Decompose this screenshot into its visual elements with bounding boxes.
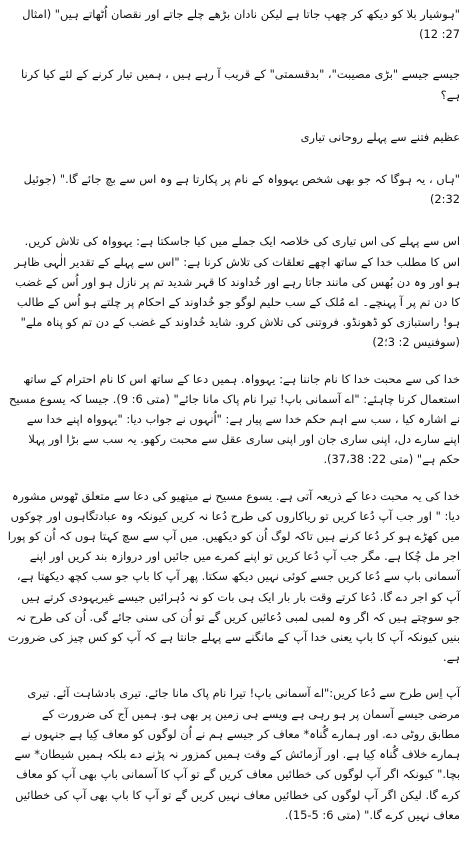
section-heading: عظیم فتنے سے پہلے روحانی تیاری [300, 129, 460, 144]
paragraph-spacer [7, 209, 460, 231]
paragraph-spacer [7, 44, 460, 64]
lords-prayer-paragraph: آپ اِس طرح سے دُعا کریں:"اے آسمانی باپ! تیرا نام پاک مانا جائے. تیری بادشاہت آئے. تیری مرضی جیسے آسمان پر ہو رہی ہے ویسے ہی زمین پر بھی ہو. ہمیں آج کی ضرورت کے مطابق روٹی دے. اور ہمارے گُناہ* معاف کر جیسے ہم نے اُن لوگوں کو معاف کِیا ہے جنہوں نے ہمارے خلاف گُناہ کِیا ہے. اور آزمائش کے وقت ہمیں کمزور نہ پڑنے دے بلکہ ہمیں شیطان* سے بچا." کیونکہ اگر آپ لوگوں کی خطائیں معاف کریں گے تو آپ کا آسمانی باپ بھی آپ کو معاف کرے گا. لیکن اگر آپ لوگوں کی خطائیں معاف نہیں کریں گے تو آپ کا باپ بھی آپ کی خطائیں معاف نہیں کرے گا." (متی 6: 5-15). [14, 686, 460, 822]
summary-paragraph: اس سے پہلے کی اس تیاری کی خلاصہ ایک جملے میں کیا جاسکتا ہے: یہوواہ کی تلاش کریں. اس کا مطلب خدا کے ساتھ اچھے تعلقات کی تلاش کرنا ہے: "اس سے پہلے کے تقدیر الٰہی ظاہر ہو اور وہ دن بُھس کی مانند جاتا رہے اور خُداوند کا قہر شدید تم پر نازل ہو اور اُس کے غضب کا دن تم پر آ پہنچے۔ اے مُلک کے سب حلیم لوگو جو خُداوند کے احکام پر چلتے ہو اُس کے طالب ہو! راستبازی کو ڈھونڈو. فروتنی کی تلاش کرو. شاید خُداوند کے غضب کے دن تم کو پناہ ملے" (سوفنیس 2: 3؛2) [14, 234, 460, 350]
paragraph-spacer [7, 353, 460, 369]
prayer-advice-paragraph: خدا کی یہ محبت دعا کے ذریعہ آتی ہے. یسوع مسیح نے میتھیو کی دعا سے متعلق ٹھوس مشورہ دیا: " اور جب آپ دُعا کریں تو ریاکاروں کی طرح دُعا نہ کریں کیونکہ وہ عبادتگاہوں اور چوکوں میں کھڑے ہو کر دُعا کرنے ہیں تاکہ لوگ اُن کو دیکھیں. میں آپ سے سچ کہتا ہوں کہ اُن کو پورا اجر مل چُکا ہے. مگر جب آپ دُعا کریں تو اپنے کمرے میں جائیں اور دروازہ بند کریں اور اپنے آسمانی باپ سے دُعا کریں جسے کوئی نہیں دیکھ سکتا. پھر آپ کا باپ جو سب کچھ دیکھتا ہے، آپ کو اجر دے گا. دُعا کرتے وقت بار بار ایک ہی بات کو نہ دُہرائیں جیسے غیریہودی کرتے ہیں جو سوچتے ہیں کہ اگر وہ لمبی لمبی دُعائیں کریں گے تو اُن کی سنی جائے گی. اُن کی طرح نہ بنیں کیونکہ آپ کا باپ یعنی خدا آپ کے مانگنے سے پہلے جانتا ہے کہ آپ کو کس چیز کی ضرورت ہے. [7, 488, 460, 665]
paragraph-spacer [7, 667, 460, 683]
preparation-question: جیسے جیسے "بڑی مصیبت"، "بدقسمتی" کے قریب آ رہے ہیں ، ہمیں تیار کرنے کے لئے کیا کرنا ہے؟ [20, 67, 460, 102]
love-of-god-paragraph: خدا کی سے محبت خدا کا نام جاننا ہے: یہوواہ. ہمیں دعا کے ساتھ اس کا نام احترام کے ساتھ استعمال کرنا چاہئے: "اے آسمانی باپ! تیرا نام پاک مانا جائے" (متی 6: 9). جیسا کہ یسوع مسیح نے اشارہ کیا ، سب سے اہم حکم خدا سے پیار ہے: "اُنہوں نے جواب دیا: "یہوواہ اپنے خدا سے اپنے سارے دل، اپنی ساری جان اور اپنی ساری عقل سے محبت رکھو. یہ سب سے بڑا اور پہلا حکم ہے" (متی 22: 37،38). [8, 371, 460, 467]
paragraph-spacer [7, 105, 460, 127]
paragraph-spacer [7, 470, 460, 486]
paragraph-spacer [7, 147, 460, 169]
opening-proverb-quote: "ہوشیار بلا کو دیکھ کر چھپ جاتا ہے لیکن نادان بڑھے چلے جاتے اور نقصان اُٹھاتے ہیں" (امثال 27: 12) [22, 7, 460, 42]
joel-quote: "ہاں ، یہ ہوگا کہ جو بھی شخص یہوواہ کے نام پر پکارتا ہے وہ اس سے بچ جائے گا." (جوئیل 2:32) [23, 172, 460, 207]
